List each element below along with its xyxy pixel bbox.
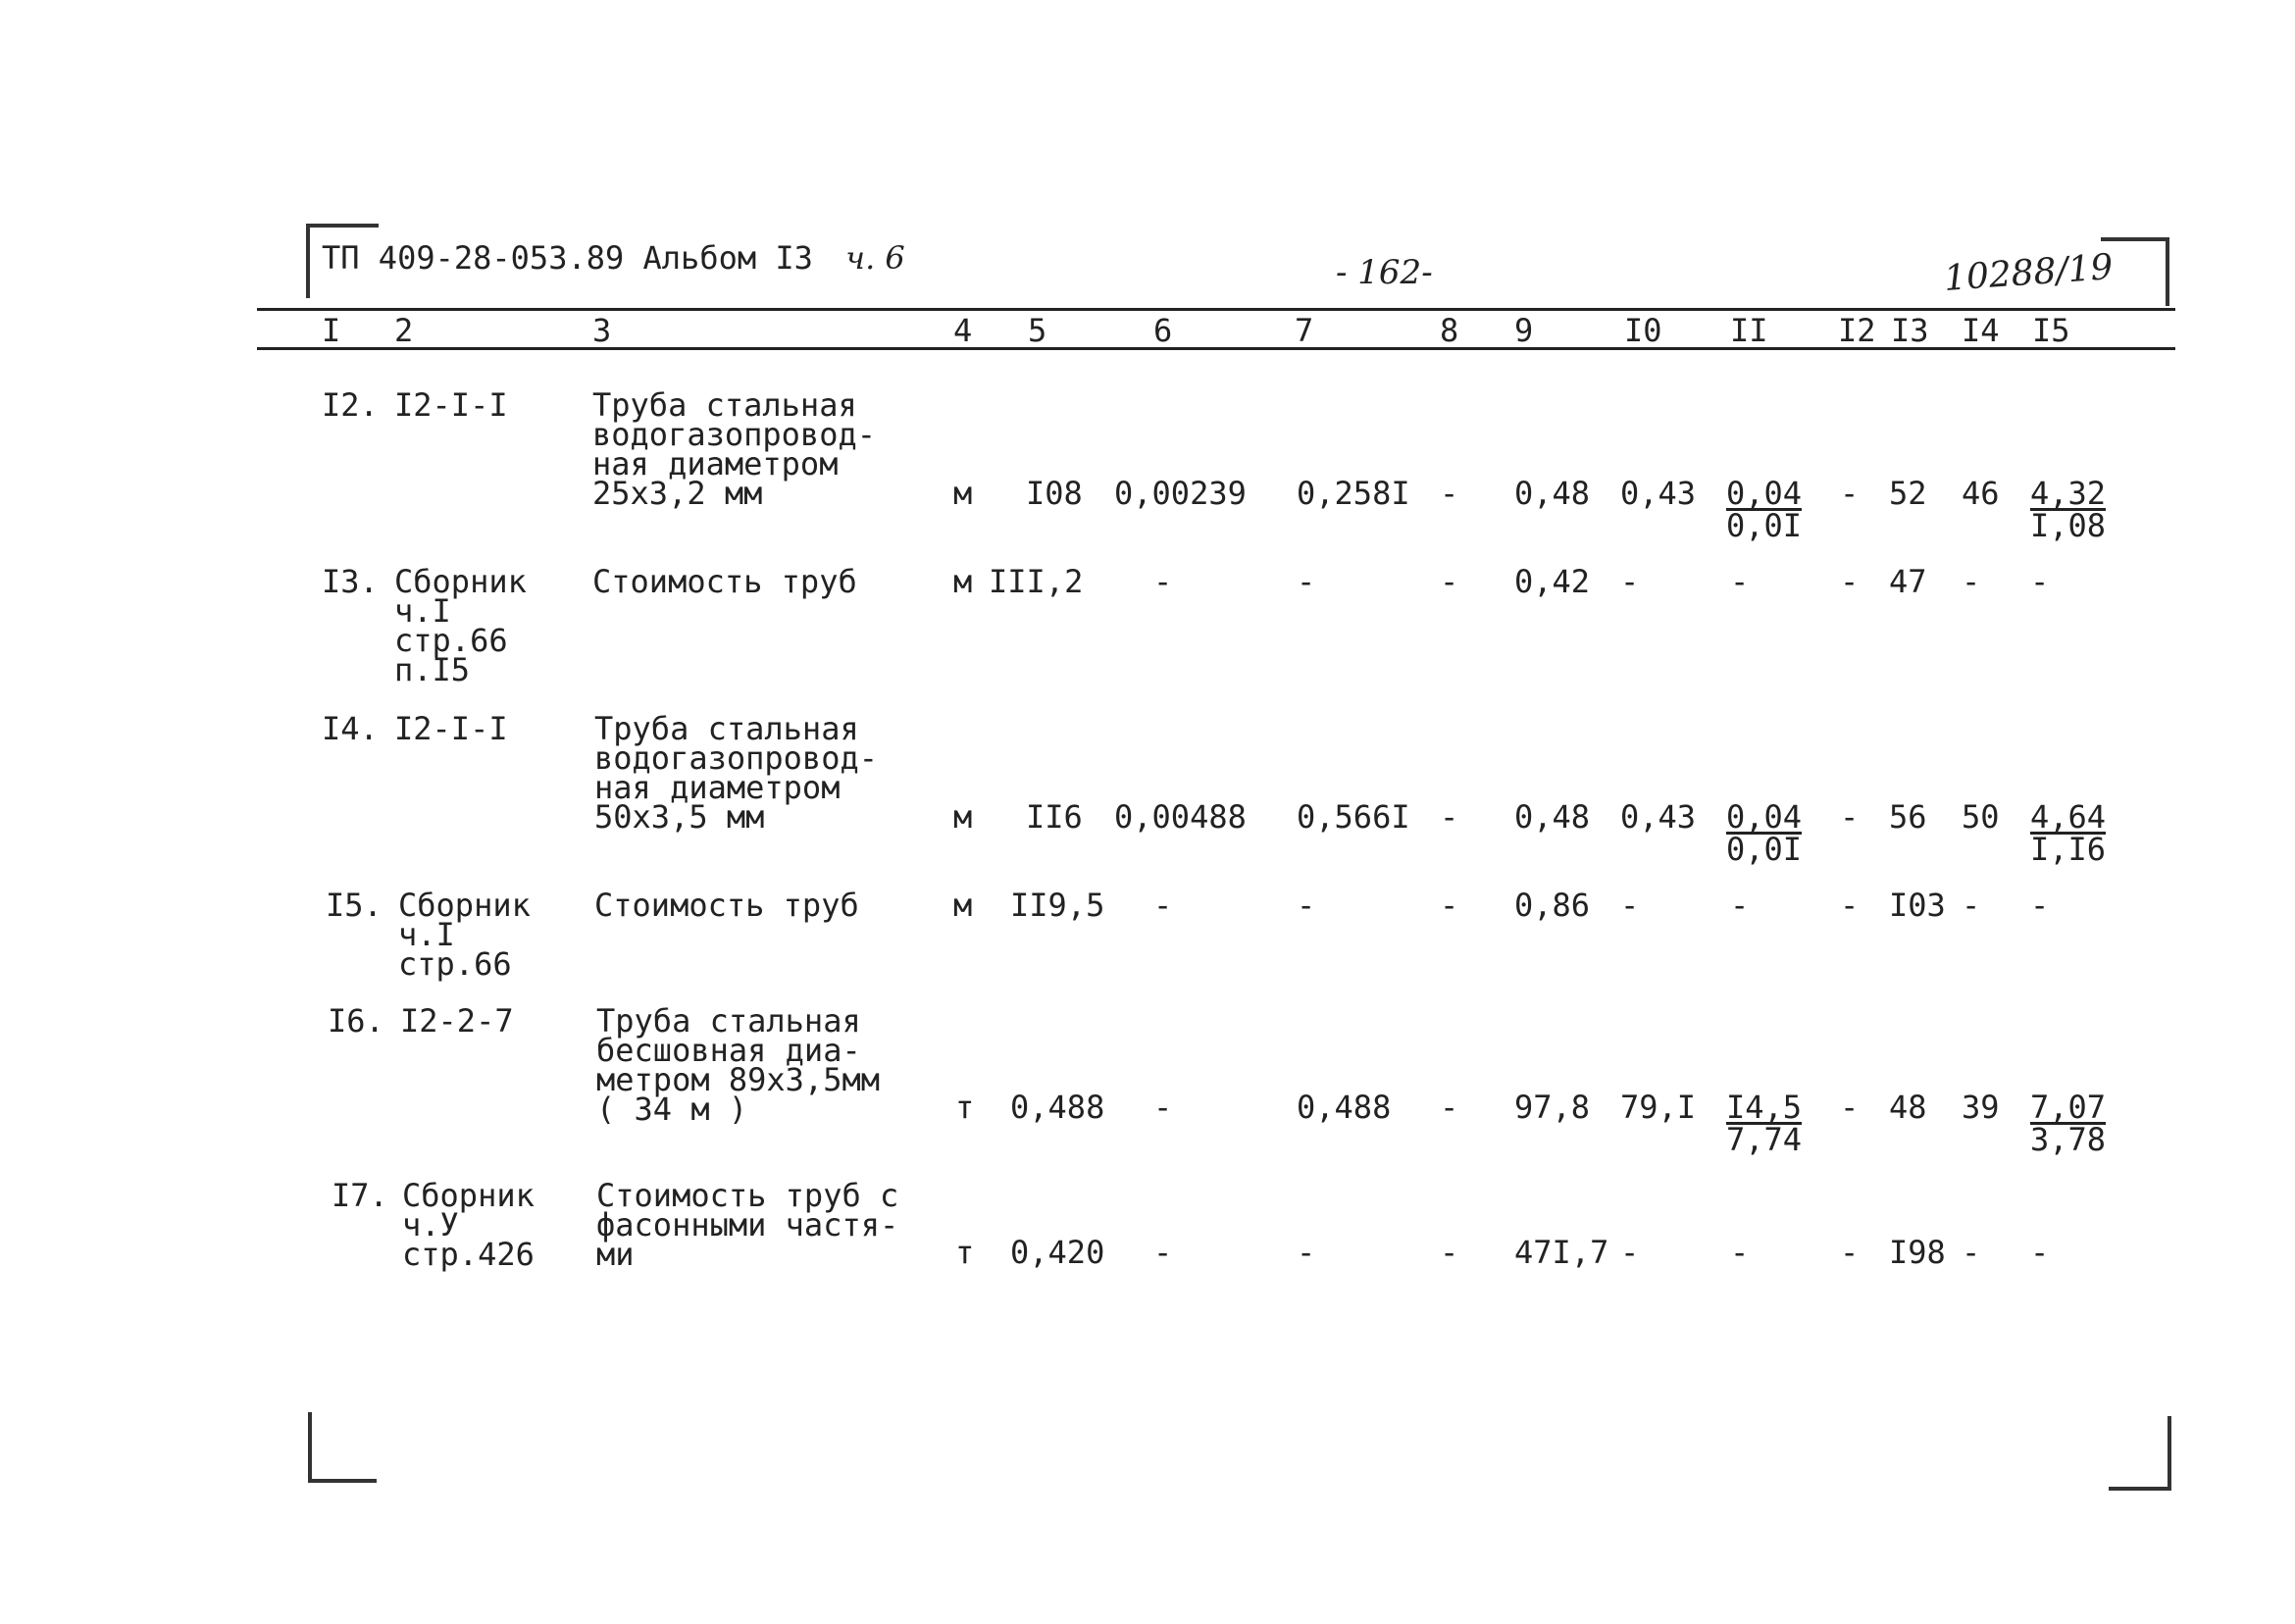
row-reference <box>394 386 508 424</box>
fraction-denominator: 0,0I <box>1726 831 1803 868</box>
quantity-cell: II9,5 <box>1010 887 1105 924</box>
column-8-cell: - <box>1440 798 1459 836</box>
row-description <box>596 1002 880 1128</box>
row-number: I3. <box>322 563 379 600</box>
description-line: бесшовная диа- <box>596 1032 861 1069</box>
reference-line: Сборник <box>398 887 531 924</box>
description-line: Труба стальная <box>594 710 859 747</box>
column-15-cell: - <box>2030 1234 2050 1271</box>
column-header: 5 <box>1028 312 1047 349</box>
reference-line: I2-2-7 <box>400 1002 514 1040</box>
column-14-cell: 50 <box>1962 798 2000 836</box>
row-description <box>594 710 878 836</box>
column-6-cell: 0,00488 <box>1114 798 1247 836</box>
footer-right-bracket <box>2109 1416 2171 1491</box>
fraction-numerator: 4,32 <box>2030 475 2107 512</box>
document-code <box>322 239 905 277</box>
column-header: 7 <box>1295 312 1314 349</box>
column-8-cell: - <box>1440 475 1459 512</box>
fraction-numerator: 0,04 <box>1726 475 1803 512</box>
fraction-numerator: 7,07 <box>2030 1089 2107 1126</box>
reference-line: стр.426 <box>402 1236 535 1273</box>
column-13-cell: 47 <box>1889 563 1927 600</box>
column-9-cell: 0,48 <box>1514 475 1591 512</box>
column-header: I5 <box>2032 312 2070 349</box>
column-header: 3 <box>592 312 612 349</box>
column-12-cell: - <box>1840 798 1860 836</box>
column-11-fraction <box>1726 475 1803 544</box>
document-number: 10288/19 <box>1942 247 2115 299</box>
column-9-cell: 97,8 <box>1514 1089 1591 1126</box>
unit-cell: т <box>955 1089 975 1126</box>
row-reference <box>398 887 531 983</box>
reference-line: ч.I <box>394 592 451 630</box>
column-10-cell: - <box>1620 563 1640 600</box>
column-14-cell: - <box>1962 887 1981 924</box>
footer-left-bracket <box>308 1412 377 1483</box>
column-12-cell: - <box>1840 563 1860 600</box>
row-description: Стоимость труб <box>594 887 859 924</box>
column-12-cell: - <box>1840 475 1860 512</box>
reference-line: стр.66 <box>394 622 508 659</box>
description-line: Труба стальная <box>592 386 857 424</box>
volume-number: ч. 6 <box>845 239 905 277</box>
description-line: Труба стальная <box>596 1002 861 1040</box>
reference-line: I2-I-I <box>394 386 508 424</box>
description-line: 50х3,5 мм <box>594 798 765 836</box>
quantity-cell: 0,488 <box>1010 1089 1105 1126</box>
column-7-cell: - <box>1297 887 1316 924</box>
column-15-cell: - <box>2030 563 2050 600</box>
column-7-cell: 0,258I <box>1297 475 1410 512</box>
page-number: - 162- <box>1336 253 1433 292</box>
column-header: I4 <box>1962 312 2000 349</box>
row-description <box>592 386 876 512</box>
column-8-cell: - <box>1440 887 1459 924</box>
column-11-cell: - <box>1730 563 1750 600</box>
column-header: I0 <box>1624 312 1662 349</box>
quantity-cell: III,2 <box>989 563 1084 600</box>
column-11-fraction <box>1726 798 1803 868</box>
column-header: 8 <box>1440 312 1459 349</box>
description-line: 25х3,2 мм <box>592 475 763 512</box>
column-header: 6 <box>1153 312 1173 349</box>
row-reference <box>394 710 508 747</box>
column-10-cell: 0,43 <box>1620 798 1697 836</box>
column-header: 9 <box>1514 312 1534 349</box>
row-description: Стоимость труб <box>592 563 857 600</box>
row-number: I4. <box>322 710 379 747</box>
reference-line: п.I5 <box>394 651 471 688</box>
column-10-cell: - <box>1620 1234 1640 1271</box>
fraction-denominator: 3,78 <box>2030 1121 2107 1158</box>
description-line: ная диаметром <box>592 445 839 482</box>
fraction-numerator: I4,5 <box>1726 1089 1803 1126</box>
column-15-cell: - <box>2030 887 2050 924</box>
row-number: I7. <box>332 1177 388 1214</box>
table-header-rule <box>257 347 2175 350</box>
row-number: I5. <box>326 887 382 924</box>
column-6-cell: - <box>1153 1234 1173 1271</box>
description-line: ( 34 м ) <box>596 1091 748 1128</box>
column-6-cell: - <box>1153 1089 1173 1126</box>
fraction-denominator: I,I6 <box>2030 831 2107 868</box>
unit-cell: м <box>953 475 973 512</box>
reference-line: ч.У <box>402 1206 459 1243</box>
column-7-cell: 0,566I <box>1297 798 1410 836</box>
column-9-cell: 0,86 <box>1514 887 1591 924</box>
column-header: I3 <box>1891 312 1929 349</box>
fraction-denominator: 0,0I <box>1726 507 1803 544</box>
column-11-fraction <box>1726 1089 1803 1158</box>
description-line: ми <box>596 1236 635 1273</box>
quantity-cell: 0,420 <box>1010 1234 1105 1271</box>
column-14-cell: - <box>1962 563 1981 600</box>
column-7-cell: - <box>1297 563 1316 600</box>
column-11-cell: - <box>1730 887 1750 924</box>
column-14-cell: 46 <box>1962 475 2000 512</box>
fraction-denominator: 7,74 <box>1726 1121 1803 1158</box>
column-8-cell: - <box>1440 1234 1459 1271</box>
column-7-cell: 0,488 <box>1297 1089 1392 1126</box>
column-13-cell: 52 <box>1889 475 1927 512</box>
row-reference <box>402 1177 535 1273</box>
description-line: водогазопровод- <box>594 739 878 777</box>
column-6-cell: - <box>1153 887 1173 924</box>
unit-cell: м <box>953 563 973 600</box>
column-10-cell: - <box>1620 887 1640 924</box>
column-9-cell: 0,42 <box>1514 563 1591 600</box>
column-9-cell: 47I,7 <box>1514 1234 1609 1271</box>
header-right-bracket <box>2101 237 2169 306</box>
column-15-fraction <box>2030 1089 2107 1158</box>
column-6-cell: - <box>1153 563 1173 600</box>
table-top-rule <box>257 308 2175 311</box>
row-number: I2. <box>322 386 379 424</box>
column-12-cell: - <box>1840 887 1860 924</box>
column-13-cell: 48 <box>1889 1089 1927 1126</box>
column-12-cell: - <box>1840 1234 1860 1271</box>
column-12-cell: - <box>1840 1089 1860 1126</box>
row-reference <box>394 563 527 688</box>
column-8-cell: - <box>1440 1089 1459 1126</box>
column-15-fraction <box>2030 798 2107 868</box>
description-line: ная диаметром <box>594 769 841 806</box>
column-8-cell: - <box>1440 563 1459 600</box>
column-13-cell: I98 <box>1889 1234 1946 1271</box>
column-9-cell: 0,48 <box>1514 798 1591 836</box>
reference-line: стр.66 <box>398 945 512 983</box>
row-number: I6. <box>328 1002 384 1040</box>
column-header: I <box>322 312 341 349</box>
reference-line: ч.I <box>398 916 455 953</box>
description-line: Стоимость труб с <box>596 1177 899 1214</box>
quantity-cell: II6 <box>1026 798 1083 836</box>
column-10-cell: 79,I <box>1620 1089 1697 1126</box>
fraction-numerator: 4,64 <box>2030 798 2107 836</box>
column-15-fraction <box>2030 475 2107 544</box>
reference-line: Сборник <box>402 1177 535 1214</box>
column-13-cell: 56 <box>1889 798 1927 836</box>
description-line: фасонными частя- <box>596 1206 899 1243</box>
column-6-cell: 0,00239 <box>1114 475 1247 512</box>
column-header: I2 <box>1838 312 1876 349</box>
description-line: метром 89х3,5мм <box>596 1061 880 1098</box>
unit-cell: м <box>953 887 973 924</box>
column-11-cell: - <box>1730 1234 1750 1271</box>
row-reference <box>400 1002 514 1040</box>
column-header: II <box>1730 312 1768 349</box>
quantity-cell: I08 <box>1026 475 1083 512</box>
document-code-text: ТП 409-28-053.89 Альбом I3 <box>322 239 813 277</box>
reference-line: I2-I-I <box>394 710 508 747</box>
column-7-cell: - <box>1297 1234 1316 1271</box>
column-14-cell: - <box>1962 1234 1981 1271</box>
column-10-cell: 0,43 <box>1620 475 1697 512</box>
column-header: 2 <box>394 312 414 349</box>
column-13-cell: I03 <box>1889 887 1946 924</box>
row-description <box>596 1177 899 1273</box>
unit-cell: т <box>955 1234 975 1271</box>
column-header: 4 <box>953 312 973 349</box>
reference-line: Сборник <box>394 563 527 600</box>
unit-cell: м <box>953 798 973 836</box>
fraction-numerator: 0,04 <box>1726 798 1803 836</box>
description-line: водогазопровод- <box>592 416 876 453</box>
fraction-denominator: I,08 <box>2030 507 2107 544</box>
column-14-cell: 39 <box>1962 1089 2000 1126</box>
